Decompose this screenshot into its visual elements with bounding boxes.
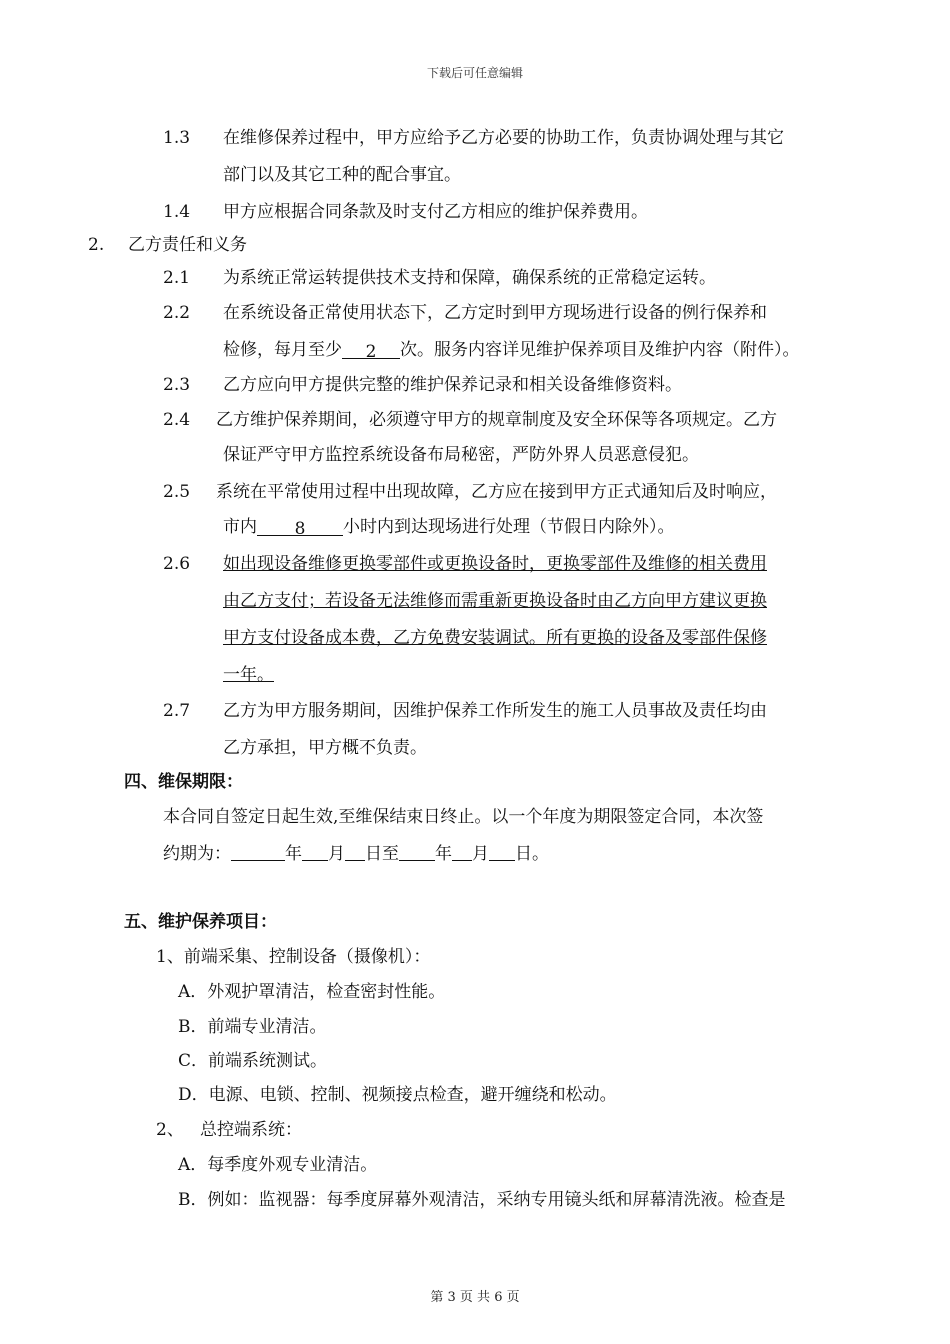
page-header: 下载后可任意编辑 <box>426 66 523 80</box>
heading-text: 乙方责任和义务 <box>128 235 247 255</box>
item-text: 乙方为甲方服务期间，因维护保养工作所发生的施工人员事故及责任均由 <box>223 701 767 721</box>
page-footer: 第 3 页 共 6 页 <box>430 1290 520 1305</box>
item-number: 2.4 <box>163 410 191 430</box>
item-text: 在维修保养过程中，甲方应给予乙方必要的协助工作，负责协调处理与其它 <box>223 128 784 148</box>
blank-month-end <box>452 842 472 861</box>
item-text: 在系统设备正常使用状态下，乙方定时到甲方现场进行设备的例行保养和 <box>223 303 767 323</box>
item-1-3 <box>163 126 784 150</box>
day-end-label: 日。 <box>515 844 549 864</box>
item-2-4 <box>163 408 777 432</box>
section-4-term <box>163 842 549 866</box>
item-2-5 <box>163 480 777 504</box>
blank-day <box>345 842 365 861</box>
item-1-3-cont: 部门以及其它工种的配合事宜。 <box>223 165 461 185</box>
heading-2 <box>88 233 247 257</box>
item-number: 1.4 <box>163 202 191 222</box>
item-text: 次。服务内容详见维护保养项目及维护内容（附件）。 <box>400 340 800 360</box>
item-text: 检修，每月至少 <box>223 340 342 360</box>
item-number: 2.7 <box>163 701 191 721</box>
item-text: 乙方维护保养期间，必须遵守甲方的规章制度及安全环保等各项规定。乙方 <box>216 410 777 430</box>
blank-day-end <box>489 842 515 861</box>
day-label: 日至 <box>365 844 399 864</box>
item-1-4 <box>163 200 648 224</box>
item-2-6-cont-3: 一年。 <box>223 665 274 685</box>
section-4-title: 四、维保期限： <box>124 772 243 792</box>
group-1-item-c: C．前端系统测试。 <box>178 1051 328 1071</box>
group-2-title: 2、 总控端系统： <box>156 1120 303 1140</box>
item-text: 系统在平常使用过程中出现故障，乙方应在接到甲方正式通知后及时响应， <box>216 482 777 502</box>
group-1-item-b: B．前端专业清洁。 <box>178 1017 327 1037</box>
item-2-1 <box>163 266 716 290</box>
item-number: 2.3 <box>163 375 191 395</box>
group-2-item-a: A．每季度外观专业清洁。 <box>178 1155 378 1175</box>
month-label: 月 <box>328 844 345 864</box>
blank-year <box>231 842 285 861</box>
item-2-6-cont-2: 甲方支付设备成本费，乙方免费安装调试。所有更换的设备及零部件保修 <box>223 628 767 648</box>
item-2-3 <box>163 373 682 397</box>
group-2-item-b: B．例如：监视器：每季度屏幕外观清洁，采纳专用镜头纸和屏幕清洗液。检查是 <box>178 1190 786 1210</box>
item-number: 1.3 <box>163 128 191 148</box>
item-2-2-cont <box>223 338 800 362</box>
group-1-item-d: D．电源、电锁、控制、视频接点检查，避开缠绕和松动。 <box>178 1085 617 1105</box>
visit-count: 2 <box>342 340 400 359</box>
item-2-6 <box>163 552 767 576</box>
heading-number: 2. <box>88 235 105 255</box>
item-text: 如出现设备维修更换零部件或更换设备时，更换零部件及维修的相关费用 <box>223 554 767 574</box>
section-5-title: 五、维护保养项目： <box>124 912 277 932</box>
blank-year-end <box>399 842 435 861</box>
item-number: 2.1 <box>163 268 191 288</box>
item-2-4-cont: 保证严守甲方监控系统设备布局秘密，严防外界人员恶意侵犯。 <box>223 445 699 465</box>
item-2-7-cont: 乙方承担，甲方概不负责。 <box>223 738 427 758</box>
year-end-label: 年 <box>435 844 452 864</box>
item-text: 为系统正常运转提供技术支持和保障，确保系统的正常稳定运转。 <box>223 268 716 288</box>
item-number: 2.2 <box>163 303 191 323</box>
item-text: 乙方应向甲方提供完整的维护保养记录和相关设备维修资料。 <box>223 375 682 395</box>
item-text: 小时内到达现场进行处理（节假日内除外）。 <box>343 517 675 537</box>
item-text: 甲方应根据合同条款及时支付乙方相应的维护保养费用。 <box>223 202 648 222</box>
item-2-2 <box>163 301 767 325</box>
response-hours: 8 <box>257 517 343 536</box>
group-1-title: 1、前端采集、控制设备（摄像机）： <box>156 947 431 967</box>
term-label: 约期为： <box>163 844 231 864</box>
item-text: 市内 <box>223 517 257 537</box>
section-4-text: 本合同自签定日起生效,至维保结束日终止。以一个年度为期限签定合同，本次签 <box>163 807 764 827</box>
year-label: 年 <box>285 844 302 864</box>
item-2-6-cont-1: 由乙方支付；若设备无法维修而需重新更换设备时由乙方向甲方建议更换 <box>223 591 767 611</box>
item-2-7 <box>163 699 767 723</box>
month-end-label: 月 <box>472 844 489 864</box>
item-number: 2.5 <box>163 482 191 502</box>
item-2-5-cont <box>223 515 675 539</box>
group-1-item-a: A．外观护罩清洁，检查密封性能。 <box>178 982 446 1002</box>
item-number: 2.6 <box>163 554 191 574</box>
blank-month <box>302 842 328 861</box>
